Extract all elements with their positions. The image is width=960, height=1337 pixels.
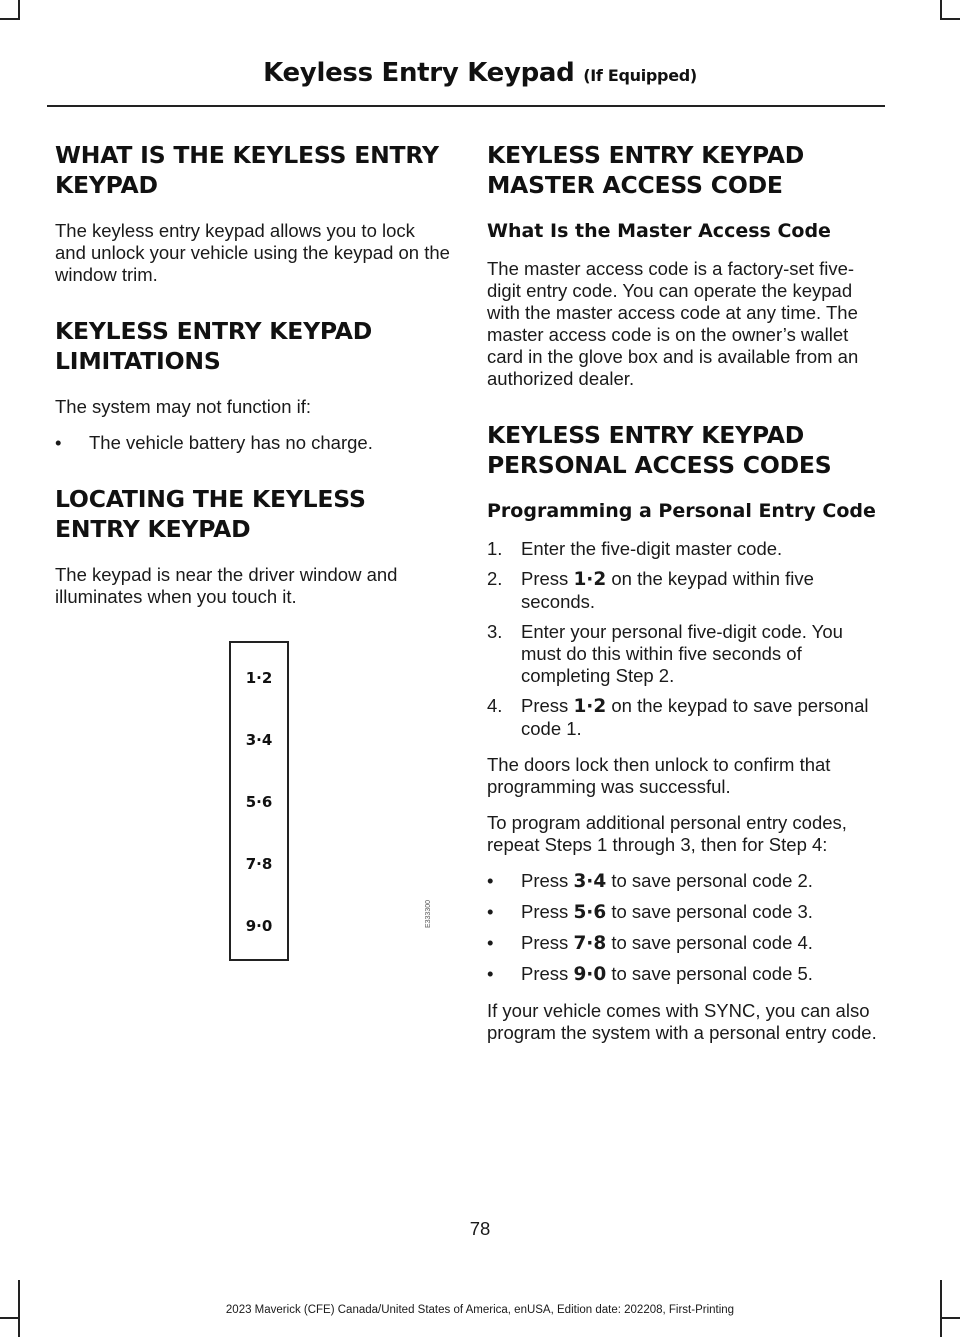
bullet-marker: • xyxy=(487,870,494,891)
step-text: Press xyxy=(521,695,574,716)
key-label: 3·4 xyxy=(573,871,607,892)
subheading: Programming a Personal Entry Code xyxy=(487,500,876,522)
list-item xyxy=(55,432,450,454)
step-text: on the keypad to save personal code 1. xyxy=(521,695,869,739)
paragraph: The keyless entry keypad allows you to lock and unlock your vehicle using the keypad on the window trim. xyxy=(55,220,450,285)
list-item-text: Press xyxy=(521,870,574,891)
section-personal-codes xyxy=(487,420,882,1044)
list-item-text: to save personal code 3. xyxy=(606,901,813,922)
bullet-marker: • xyxy=(487,901,494,922)
list-item-text: Press xyxy=(521,932,574,953)
section-what-is-keypad xyxy=(55,140,450,286)
crop-mark xyxy=(940,0,942,20)
step-text: Enter your personal five-digit code. You must do this within five seconds of completing Step 2. xyxy=(521,621,843,686)
list-item-text: Press xyxy=(521,901,574,922)
list-item xyxy=(487,963,882,986)
paragraph: The master access code is a factory-set five-digit entry code. You can operate the keypad with the master access code at any time. The master access code is on the owner’s wallet card in the glove box and is available from an authorized dealer. xyxy=(487,258,859,389)
bullet-marker: • xyxy=(487,963,494,984)
paragraph: The keypad is near the driver window and illuminates when you touch it. xyxy=(55,564,398,607)
list-item xyxy=(487,901,882,924)
step-item xyxy=(487,695,882,740)
step-item xyxy=(487,621,882,687)
list-item-text: Press xyxy=(521,963,574,984)
step-item xyxy=(487,538,882,560)
section-heading xyxy=(487,420,882,480)
heading-line: LIMITATIONS xyxy=(55,347,221,375)
step-number: 4. xyxy=(487,695,503,716)
step-item xyxy=(487,568,882,613)
crop-mark xyxy=(18,0,20,20)
step-number: 2. xyxy=(487,568,503,589)
paragraph: If your vehicle comes with SYNC, you can also program the system with a personal entry code. xyxy=(487,1000,877,1043)
list-item-text: to save personal code 2. xyxy=(606,870,813,891)
step-text: Press xyxy=(521,568,574,589)
section-heading xyxy=(487,140,882,200)
keypad-key-7-8: 7·8 xyxy=(245,855,273,873)
list-item-text: to save personal code 4. xyxy=(606,932,813,953)
figure-id: E333300 xyxy=(425,900,432,929)
key-label: 5·6 xyxy=(573,902,607,923)
heading-line: ENTRY KEYPAD xyxy=(55,515,251,543)
step-text: on the keypad within five seconds. xyxy=(521,568,814,612)
step-number: 1. xyxy=(487,538,503,559)
key-label: 9·0 xyxy=(573,964,607,985)
bullet-marker: • xyxy=(55,432,62,453)
heading-line: LOCATING THE KEYLESS xyxy=(55,485,366,513)
keypad-key-9-0: 9·0 xyxy=(245,917,273,935)
list-item xyxy=(487,932,882,955)
header-rule xyxy=(47,105,885,107)
bullet-list xyxy=(55,432,450,454)
bullet-marker: • xyxy=(487,932,494,953)
heading-line: MASTER ACCESS CODE xyxy=(487,171,783,199)
subheading: What Is the Master Access Code xyxy=(487,220,831,242)
footer-edition-text: 2023 Maverick (CFE) Canada/United States of America, enUSA, Edition date: 202208, First-Printing xyxy=(225,1304,735,1316)
list-item-text: The vehicle battery has no charge. xyxy=(89,432,373,453)
section-master-code xyxy=(487,140,882,390)
list-item xyxy=(487,870,882,893)
keypad-key-5-6: 5·6 xyxy=(245,793,273,811)
paragraph: The system may not function if: xyxy=(55,396,312,417)
section-heading xyxy=(55,140,450,200)
section-locating-keypad xyxy=(55,484,450,608)
key-label: 1·2 xyxy=(573,569,607,590)
header-title-text: Keyless Entry Keypad xyxy=(263,58,575,88)
heading-line: KEYLESS ENTRY KEYPAD xyxy=(55,317,373,345)
keypad-key-3-4: 3·4 xyxy=(245,731,273,749)
paragraph: To program additional personal entry codes, repeat Steps 1 through 3, then for Step 4: xyxy=(487,812,847,855)
bullet-list xyxy=(487,870,882,986)
left-column xyxy=(55,140,450,638)
section-limitations xyxy=(55,316,450,454)
heading-line: KEYPAD xyxy=(55,171,158,199)
right-column xyxy=(487,140,882,1074)
crop-mark xyxy=(940,1317,960,1319)
header-qualifier: (If Equipped) xyxy=(583,66,697,85)
crop-mark xyxy=(0,18,20,20)
heading-line: KEYLESS ENTRY KEYPAD xyxy=(487,421,805,449)
list-item-text: to save personal code 5. xyxy=(606,963,813,984)
heading-line: KEYLESS ENTRY KEYPAD xyxy=(487,141,805,169)
key-label: 7·8 xyxy=(573,933,607,954)
keypad-key-1-2: 1·2 xyxy=(245,669,273,687)
paragraph: The doors lock then unlock to confirm that programming was successful. xyxy=(487,754,831,797)
heading-line: PERSONAL ACCESS CODES xyxy=(487,451,832,479)
section-heading xyxy=(55,484,450,544)
page-header-title xyxy=(0,58,960,88)
crop-mark xyxy=(940,18,960,20)
step-list xyxy=(487,538,882,740)
key-label: 1·2 xyxy=(573,696,607,717)
page-number: 78 xyxy=(469,1218,491,1239)
crop-mark xyxy=(0,1317,20,1319)
step-number: 3. xyxy=(487,621,503,642)
keypad-illustration xyxy=(229,641,289,961)
step-text: Enter the five-digit master code. xyxy=(521,538,783,559)
section-heading xyxy=(55,316,450,376)
heading-line: WHAT IS THE KEYLESS ENTRY xyxy=(55,141,439,169)
